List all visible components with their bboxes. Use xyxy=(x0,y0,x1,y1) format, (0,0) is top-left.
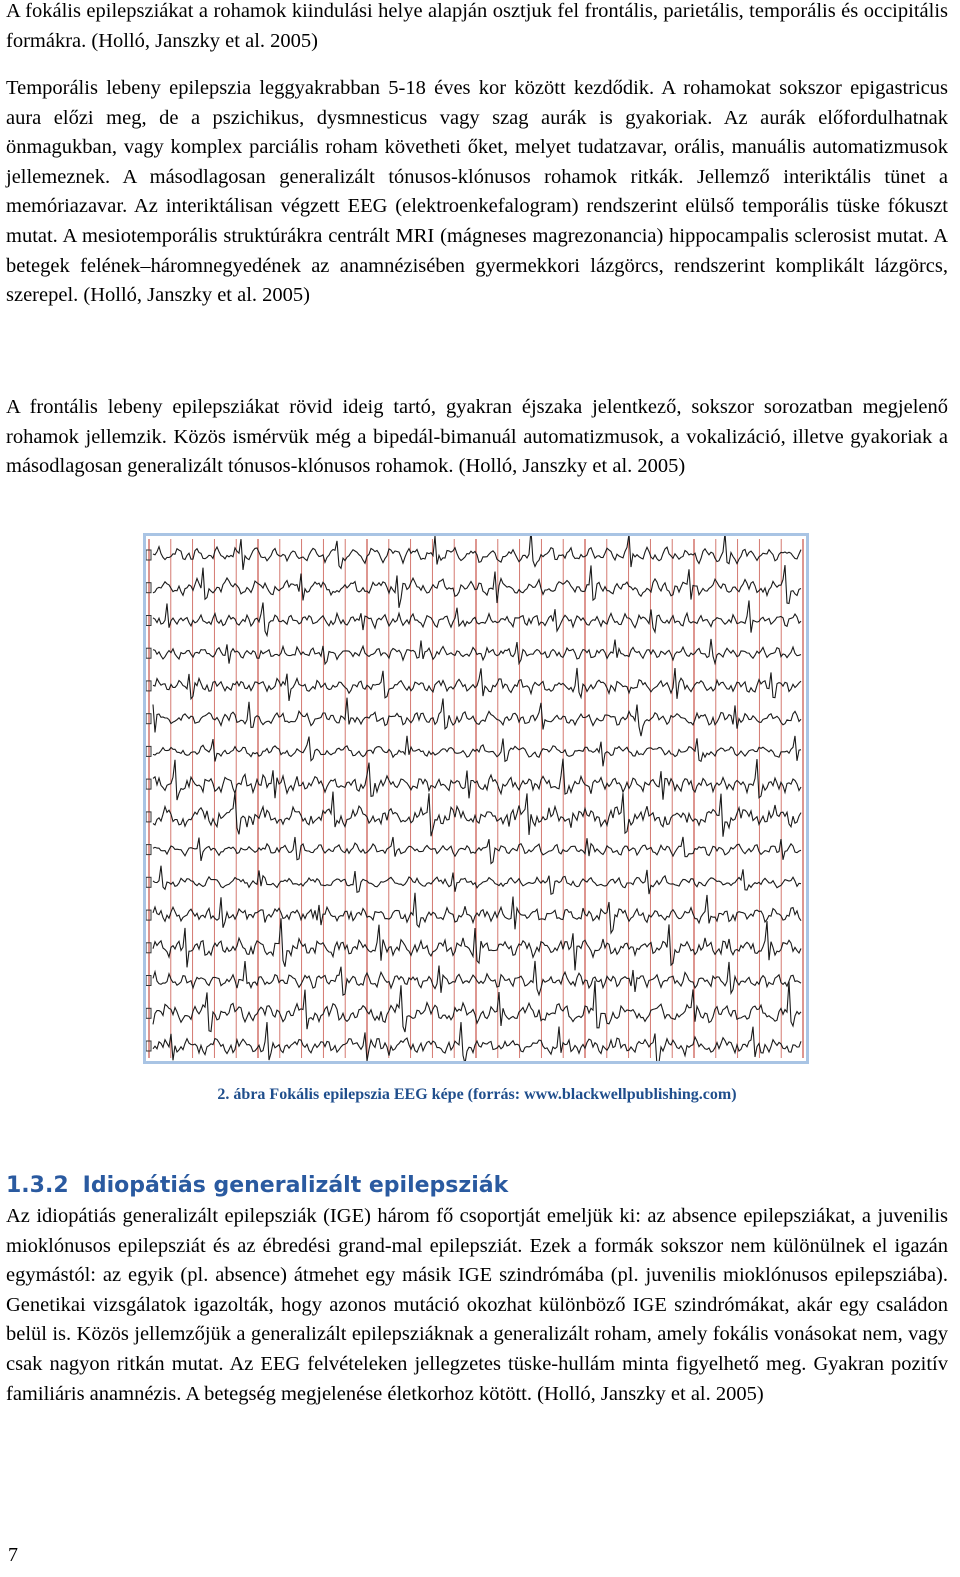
eeg-recording-image xyxy=(143,533,809,1064)
paragraph-temporal-lobe-epilepsy: Temporális lebeny epilepszia leggyakrabban 5-18 éves kor között kezdődik. A rohamokat sokszor epigastricus aura előzi meg, de a pszichikus, dysmnesticus vagy szag aurák is gyakoriak. Az aurák előfordulhatnak önmagukban, vagy komplex parciális roham követheti őket, melyet tudatzavar, orális, manuális automatizmusok jellemeznek. A másodlagosan generalizált tónusos-klónusos rohamok ritkák. Jellemző interiktális tünet a memóriazavar. Az interiktálisan végzett EEG (elektroenkefalogram) rendszerint elülső temporális tüske fókuszt mutat. A mesiotemporális struktúrákra centrált MRI (mágneses magrezonancia) hippocampalis sclerosist mutat. A betegek felének–háromnegyedének az anamnézisében gyermekkori lázgörcs, rendszerint komplikált lázgörcs, szerepel. (Holló, Janszky et al. 2005) xyxy=(6,77,948,307)
section-number: 1.3.2 xyxy=(6,1173,69,1198)
eeg-figure xyxy=(143,533,809,1064)
paragraph-frontal-lobe-epilepsy: A frontális lebeny epilepsziákat rövid ideig tartó, gyakran éjszaka jelentkező, sokszor sorozatban megjelenő rohamok jellemzik. Közös ismérvük még a bipedál-bimanuál automatizmusok, a vokalizáció, illetve gyakoriak a másodlagosan generalizált tónusos-klónusos rohamok. (Holló, Janszky et al. 2005) xyxy=(6,396,948,478)
paragraph-focal-epilepsy-intro: A fokális epilepsziákat a rohamok kiindulási helye alapján osztjuk fel frontális, parietális, temporális és occipitális formákra. (Holló, Janszky et al. 2005) xyxy=(6,0,948,52)
section-title: Idiopátiás generalizált epilepsziák xyxy=(82,1173,509,1198)
figure-caption: 2. ábra Fokális epilepszia EEG képe (forrás: www.blackwellpublishing.com) xyxy=(217,1086,737,1103)
section-heading xyxy=(6,1170,508,1202)
page-number: 7 xyxy=(8,1544,18,1566)
paragraph-idiopathic-generalized: Az idiopátiás generalizált epilepsziák (IGE) három fő csoportját emeljük ki: az absence epilepsziákat, a juvenilis mioklónusos epilepsziát és az ébredési grand-mal epilepsziát. Ezek a formák sokszor nem különülnek el igazán egymástól: az egyik (pl. absence) átmehet egy másik IGE szindrómába (pl. juvenilis mioklónusos epilepsziába). Genetikai vizsgálatok igazolták, hogy azonos mutáció okozhat különböző IGE szindrómákat, akár egy családon belül is. Közös jellemzőjük a generalizált epilepsziáknak a generalizált roham, amely fokális vonásokat nem, vagy csak nagyon ritkán mutat. Az EEG felvételeken jellegzetes tüske-hullám minta figyelhető meg. Gyakran pozitív familiáris anamnézis. A betegség megjelenése életkorhoz kötött. (Holló, Janszky et al. 2005) xyxy=(6,1205,948,1405)
document-page xyxy=(6,0,948,1577)
